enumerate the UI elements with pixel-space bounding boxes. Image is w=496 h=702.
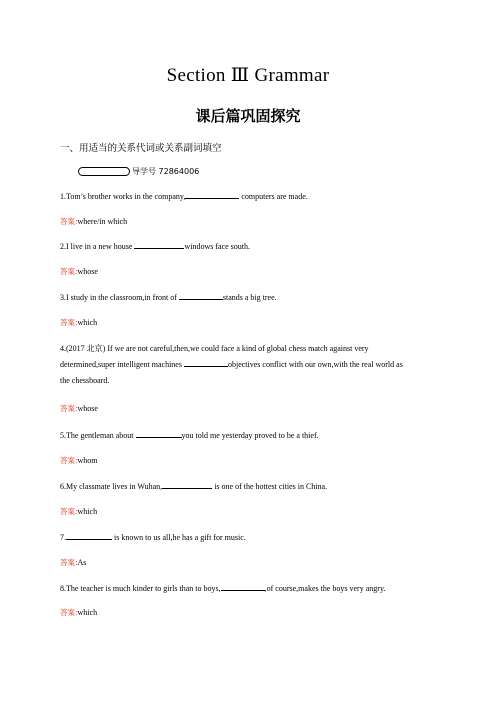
- answer-3: [60, 315, 440, 331]
- question-text: determined,super intelligent machines: [60, 360, 184, 369]
- answer-6: [60, 504, 440, 520]
- question-text: 4.(2017 北京) If we are not careful,then,we could face a kind of global chess match against very: [60, 344, 369, 353]
- answer-blank: [179, 290, 223, 300]
- answer-4: [60, 401, 440, 417]
- answer-blank: [136, 428, 182, 438]
- question-text: objectives conflict with our own,with the real world as: [227, 360, 403, 369]
- question-text: windows face south.: [184, 242, 250, 251]
- guide-number: [78, 166, 199, 177]
- answer-text: which: [77, 608, 98, 617]
- answer-7: [60, 555, 440, 571]
- answer-text: whose: [77, 267, 98, 276]
- question-text: 8.The teacher is much kinder to girls than to boys,: [60, 584, 221, 593]
- answer-tag: 答案:: [60, 507, 78, 516]
- question-text: is one of the hottest cities in China.: [212, 482, 328, 491]
- guide-box-icon: [78, 167, 130, 176]
- answer-blank: [221, 581, 265, 591]
- question-text: 7.: [60, 533, 66, 542]
- answer-text: whose: [77, 404, 98, 413]
- answer-2: [60, 264, 440, 280]
- answer-tag: 答案:: [60, 558, 78, 567]
- answer-blank: [184, 357, 228, 367]
- answer-text: which: [77, 318, 98, 327]
- question-1: [60, 189, 440, 205]
- question-text: 6.My classmate lives in Wuhan,: [60, 482, 163, 491]
- guide-label: 导学号 72864006: [132, 167, 200, 176]
- question-text: 2.I live in a new house: [60, 242, 135, 251]
- question-3: [60, 290, 440, 306]
- question-text: ,of course,makes the boys very angry.: [264, 584, 386, 593]
- question-6: [60, 479, 440, 495]
- page-title: Section Ⅲ Grammar: [166, 65, 330, 86]
- question-text: 1.Tom’s brother works in the company,: [60, 192, 186, 201]
- question-7: [60, 530, 440, 546]
- answer-text: where/in which: [77, 217, 128, 226]
- answer-text: whom: [77, 456, 98, 465]
- answer-blank: [66, 530, 112, 540]
- answer-blank: [185, 189, 239, 199]
- question-2: [60, 239, 440, 255]
- question-text: 3.I study in the classroom,in front of: [60, 293, 179, 302]
- answer-blank: [134, 239, 184, 249]
- answer-tag: 答案:: [60, 217, 78, 226]
- answer-8: [60, 605, 440, 621]
- answer-tag: 答案:: [60, 267, 78, 276]
- answer-tag: 答案:: [60, 456, 78, 465]
- question-text: the chessboard.: [60, 376, 110, 385]
- question-text: you told me yesterday proved to be a thief.: [181, 431, 319, 440]
- question-5: [60, 428, 440, 444]
- answer-tag: 答案:: [60, 318, 78, 327]
- answer-blank: [162, 479, 212, 489]
- answer-tag: 答案:: [60, 608, 78, 617]
- page-subtitle: 课后篇巩固探究: [195, 107, 301, 125]
- answer-text: which: [77, 507, 98, 516]
- answer-tag: 答案:: [60, 404, 78, 413]
- question-text: computers are made.: [239, 192, 308, 201]
- answer-5: [60, 453, 440, 469]
- question-text: is known to us all,he has a gift for music.: [112, 533, 246, 542]
- question-8: [60, 581, 460, 597]
- section-heading: 一、用适当的关系代词或关系副词填空: [60, 143, 222, 154]
- answer-1: [60, 214, 440, 230]
- question-text: stands a big tree.: [222, 293, 277, 302]
- answer-text: As: [77, 558, 87, 567]
- question-text: 5.The gentleman about: [60, 431, 136, 440]
- question-4: [60, 341, 440, 389]
